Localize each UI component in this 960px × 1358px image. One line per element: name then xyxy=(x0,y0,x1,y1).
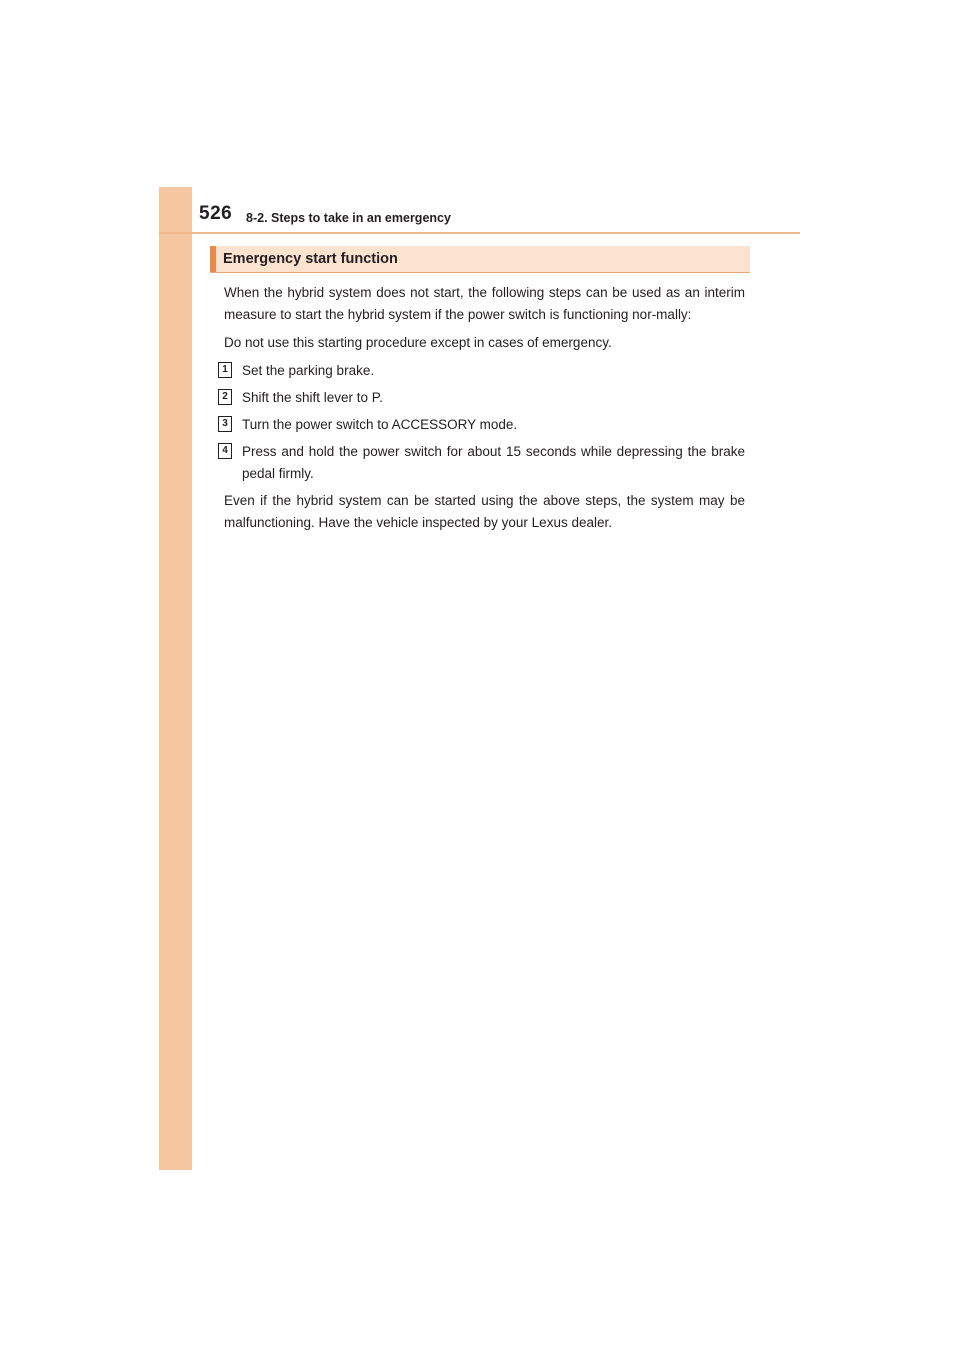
heading-accent-bar xyxy=(210,246,216,272)
list-item xyxy=(224,360,745,382)
list-item xyxy=(224,414,745,436)
step-text: Turn the power switch to ACCESSORY mode. xyxy=(242,417,518,432)
list-item xyxy=(224,387,745,409)
step-text: Set the parking brake. xyxy=(242,363,375,378)
step-number-badge: 4 xyxy=(218,443,232,459)
step-number-badge: 3 xyxy=(218,416,232,432)
section-body xyxy=(224,282,745,540)
step-list xyxy=(224,360,745,485)
step-text: Press and hold the power switch for about 15 seconds while depressing the brake pedal firmly. xyxy=(242,444,745,481)
running-header-section-title: 8-2. Steps to take in an emergency xyxy=(246,211,451,225)
chapter-side-band xyxy=(159,187,192,1170)
list-item xyxy=(224,441,745,485)
closing-paragraph: Even if the hybrid system can be started using the above steps, the system may be malfunctioning. Have the vehicle inspected by your Lexus dealer. xyxy=(224,493,745,530)
section-heading: Emergency start function xyxy=(223,251,398,267)
intro-paragraph: When the hybrid system does not start, the following steps can be used as an interim measure to start the hybrid system if the power switch is functioning nor-mally: xyxy=(224,285,745,322)
section-heading-bar xyxy=(210,246,750,273)
step-text: Shift the shift lever to P. xyxy=(242,390,383,405)
warning-paragraph: Do not use this starting procedure except in cases of emergency. xyxy=(224,335,612,350)
step-number-badge: 2 xyxy=(218,389,232,405)
step-number-badge: 1 xyxy=(218,362,232,378)
header-divider xyxy=(159,232,800,234)
page-number: 526 xyxy=(199,203,233,224)
